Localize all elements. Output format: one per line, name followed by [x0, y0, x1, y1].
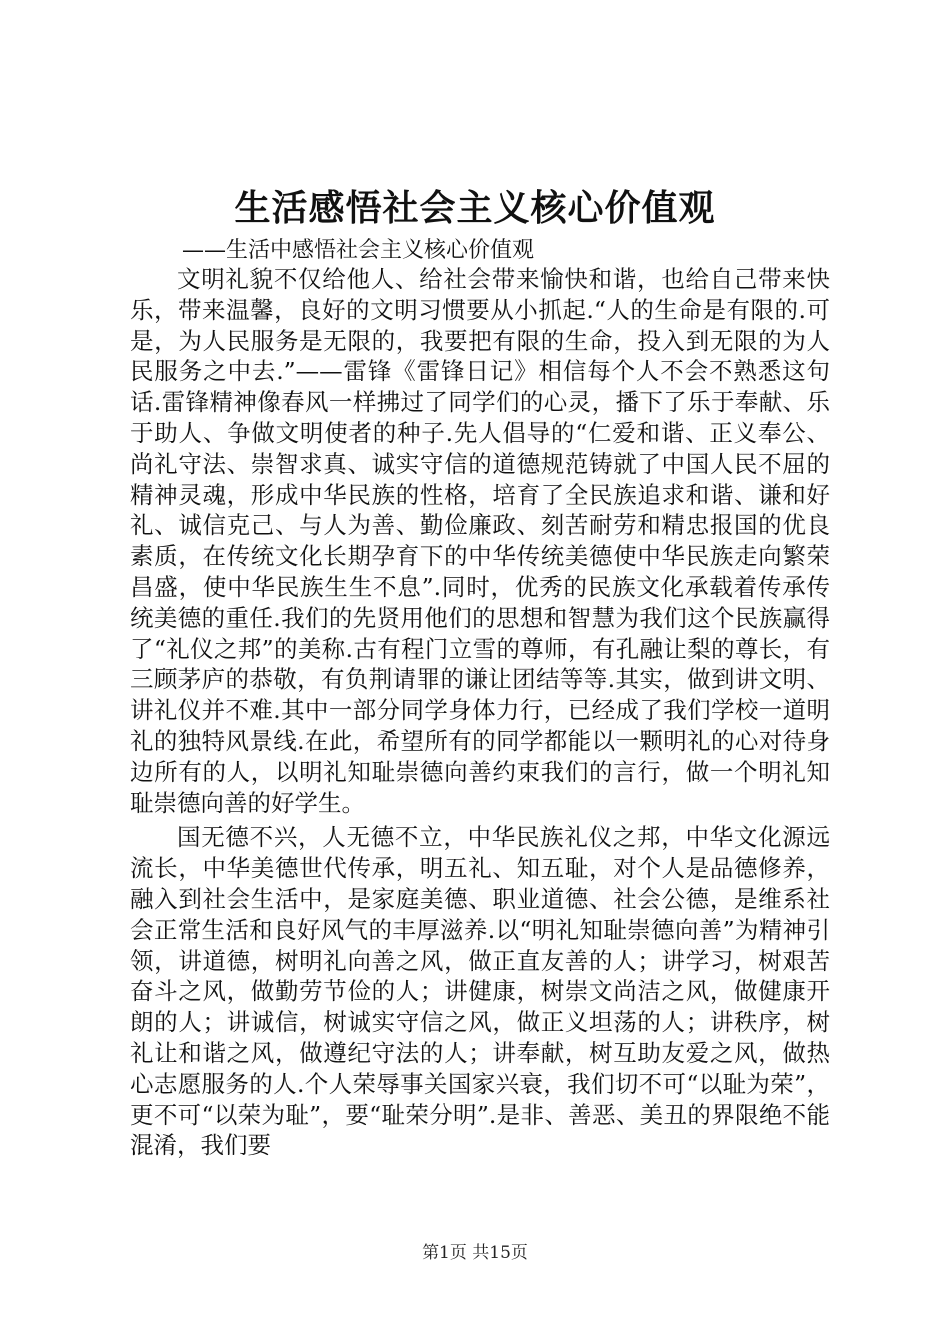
- document-subtitle: ——生活中感悟社会主义核心价值观: [182, 238, 535, 263]
- document-title: 生活感悟社会主义核心价值观: [234, 187, 716, 229]
- body-paragraph-1: 文明礼貌不仅给他人、给社会带来愉快和谐，也给自己带来快乐，带来温馨，良好的文明习惯要从小抓起.“人的生命是有限的.可是，为人民服务是无限的，我要把有限的生命，投入到无限的为人民服务之中去.”——雷锋《雷锋日记》相信每个人不会不熟悉这句话.雷锋精神像春风一样拂过了同学们的心灵，播下了乐于奉献、乐于助人、争做文明使者的种子.先人倡导的“仁爱和谐、正义奉公、尚礼守法、崇智求真、诚实守信的道德规范铸就了中国人民不屈的精神灵魂，形成中华民族的性格，培育了全民族追求和谐、谦和好礼、诚信克己、与人为善、勤俭廉政、刻苦耐劳和精忠报国的优良素质，在传统文化长期孕育下的中华传统美德使中华民族走向繁荣昌盛，使中华民族生生不息”.同时，优秀的民族文化承载着传承传统美德的重任.我们的先贤用他们的思想和智慧为我们这个民族赢得了“礼仪之邦”的美称.古有程门立雪的尊师，有孔融让梨的尊长，有三顾茅庐的恭敬，有负荆请罪的谦让团结等等.其实，做到讲文明、讲礼仪并不难.其中一部分同学身体力行，已经成了我们学校一道明礼的独特风景线.在此，希望所有的同学都能以一颗明礼的心对待身边所有的人，以明礼知耻崇德向善约束我们的言行，做一个明礼知耻崇德向善的好学生。: [130, 265, 830, 817]
- page-indicator: 第1页 共15页: [422, 1243, 528, 1263]
- body-paragraph-2: 国无德不兴，人无德不立，中华民族礼仪之邦，中华文化源远流长，中华美德世代传承，明五礼、知五耻，对个人是品德修养，融入到社会生活中，是家庭美德、职业道德、社会公德，是维系社会正常生活和良好风气的丰厚滋养.以“明礼知耻崇德向善”为精神引领，讲道德，树明礼向善之风，做正直友善的人；讲学习，树艰苦奋斗之风，做勤劳节俭的人；讲健康，树崇文尚洁之风，做健康开朗的人；讲诚信，树诚实守信之风，做正义坦荡的人；讲秩序，树礼让和谐之风，做遵纪守法的人；讲奉献，树互助友爱之风，做热心志愿服务的人.个人荣辱事关国家兴衰，我们切不可“以耻为荣”，更不可“以荣为耻”，要“耻荣分明”.是非、善恶、美丑的界限绝不能混淆，我们要: [130, 823, 830, 1160]
- document-body: [130, 264, 830, 1161]
- page-footer: [0, 1241, 950, 1265]
